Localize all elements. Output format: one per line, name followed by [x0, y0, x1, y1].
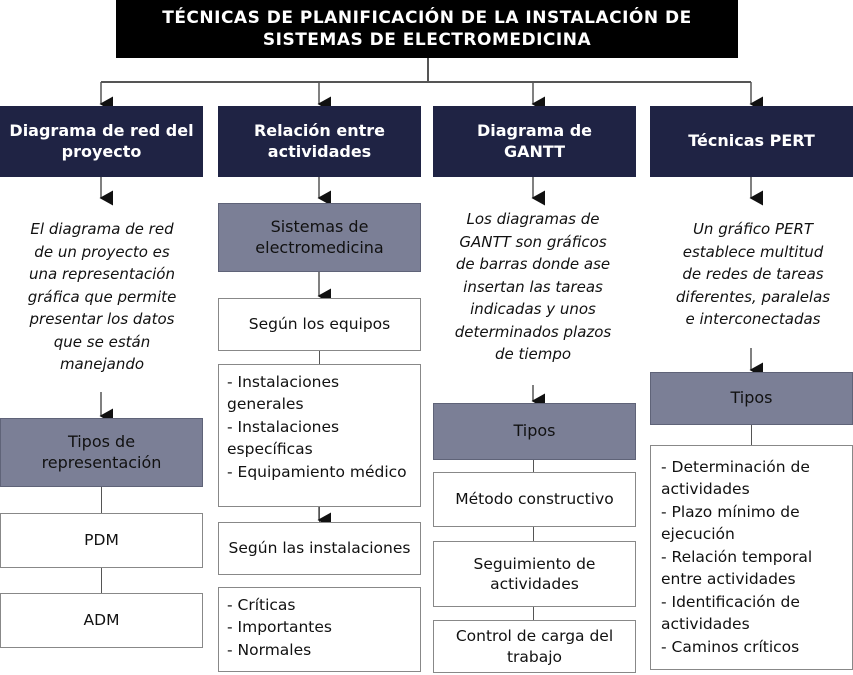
col3-item-tracking: Seguimiento de actividades [433, 541, 636, 607]
list-item: - Críticas [227, 596, 296, 614]
col2-installation-list [218, 587, 421, 672]
col3-description: Los diagramas de GANTT son gráficos de barras donde ase insertan las tareas indicadas y unos determinados plazos de tiempo [454, 210, 612, 363]
col3-header: Diagrama de GANTT [433, 106, 636, 177]
col3-item-constructive: Método constructivo [433, 472, 636, 527]
col4-description: Un gráfico PERT establece multitud de redes de tareas diferentes, paralelas e interconectadas [675, 220, 831, 328]
col1-types-label: Tipos de representación [0, 418, 203, 487]
list-item: - Importantes [227, 618, 332, 637]
list-item: - Plazo mínimo de ejecución [661, 502, 800, 544]
col4-header: Técnicas PERT [650, 106, 853, 177]
col2-by-equipment: Según los equipos [218, 298, 421, 351]
col3-types-label: Tipos [433, 403, 636, 460]
list-item: - Relación temporal entre actividades [661, 547, 813, 589]
col4-types-label: Tipos [650, 372, 853, 425]
col3-item-workload: Control de carga del trabajo [433, 620, 636, 673]
list-item: - Instalaciones generales [227, 373, 340, 414]
col1-header: Diagrama de red del proyecto [0, 106, 203, 177]
list-item: - Instalaciones específicas [227, 417, 340, 459]
col2-by-installations: Según las instalaciones [218, 522, 421, 575]
list-item: - Identificación de actividades [661, 592, 800, 634]
col2-header: Relación entre actividades [218, 106, 421, 177]
list-item: - Caminos críticos [661, 637, 800, 656]
col1-item-pdm: PDM [0, 513, 203, 568]
col1-description: El diagrama de red de un proyecto es una representación gráfica que permite presentar los datos que se están manejando [27, 220, 177, 373]
list-item: - Equipamiento médico [227, 462, 407, 481]
list-item: - Normales [227, 640, 312, 659]
main-title: TÉCNICAS DE PLANIFICACIÓN DE LA INSTALACIÓN DE SISTEMAS DE ELECTROMEDICINA [116, 0, 738, 58]
col2-equipment-list [218, 364, 421, 507]
col2-group-label: Sistemas de electromedicina [218, 203, 421, 272]
col1-item-adm: ADM [0, 593, 203, 648]
col4-pert-list [650, 445, 853, 670]
list-item: - Determinación de actividades [661, 458, 810, 499]
